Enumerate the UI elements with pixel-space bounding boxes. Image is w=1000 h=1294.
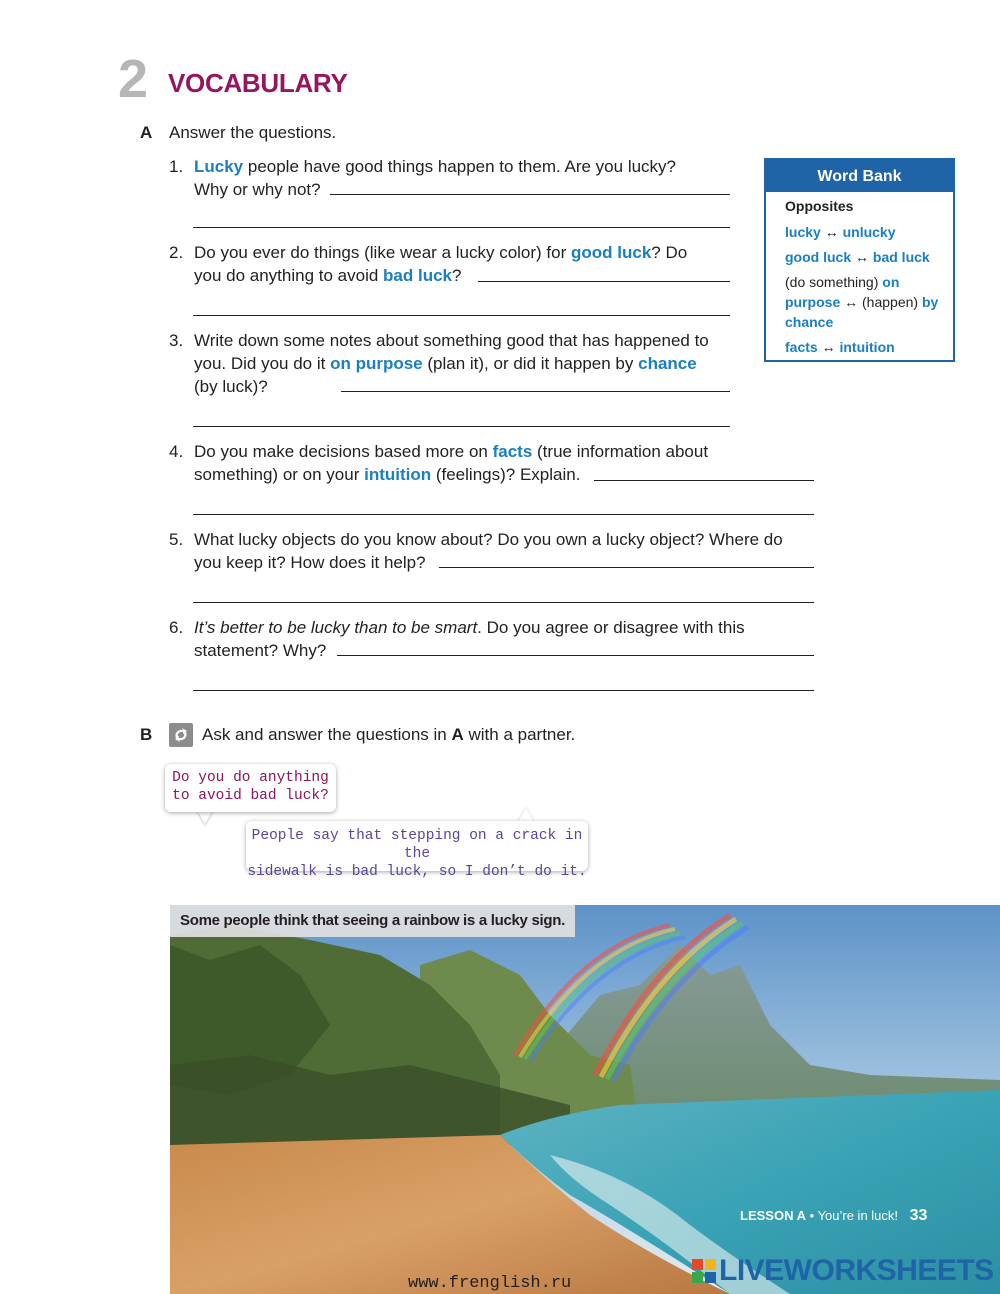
keyword: bad luck — [383, 266, 452, 285]
word: on purpose — [785, 274, 900, 310]
answer-line[interactable] — [330, 194, 730, 195]
question-number: 2. — [169, 243, 184, 262]
question-text: ? Do you do anything to avoid — [194, 243, 688, 285]
question-text: Do you make decisions based more on — [194, 442, 493, 461]
section-title: VOCABULARY — [168, 68, 348, 98]
double-arrow-icon: ↔ — [821, 339, 836, 355]
answer-line[interactable] — [341, 391, 730, 392]
answer-line[interactable] — [193, 690, 814, 691]
question-text: ? — [452, 266, 462, 285]
speech-bubble-question — [165, 764, 336, 812]
question-number: 3. — [169, 331, 184, 350]
question-text: people have good things happen to them. Are you lucky? Why or why not? — [194, 157, 677, 199]
question-text: What lucky objects do you know about? Do you own a lucky object? Where do you keep it? How does it help? — [194, 530, 783, 572]
answer-line[interactable] — [193, 602, 814, 603]
word-bank — [764, 158, 955, 362]
answer-line[interactable] — [594, 480, 814, 481]
question-3 — [169, 329, 719, 398]
brand-text: LIVEWORKSHEETS — [719, 1254, 994, 1287]
question-text: Write down some notes about something good that has happened to you. Did you do it — [194, 331, 709, 373]
quote-text: It’s better to be lucky than to be smart — [194, 618, 478, 637]
word-pair — [785, 247, 943, 267]
question-text: (plan it), or did it happen by — [422, 354, 639, 373]
answer-line[interactable] — [439, 567, 814, 568]
word-pair — [785, 222, 943, 242]
speech-bubble-answer — [246, 821, 588, 880]
answer-line[interactable] — [193, 227, 730, 228]
bubble-line: Do you do anything — [172, 770, 329, 786]
answer-line[interactable] — [478, 281, 730, 282]
word: lucky — [785, 224, 821, 240]
question-text: Do you ever do things (like wear a lucky color) for — [194, 243, 571, 262]
word-note: (happen) — [862, 294, 919, 310]
keyword: good luck — [571, 243, 652, 262]
word: by chance — [785, 294, 939, 330]
bubble-line: to avoid bad luck? — [172, 788, 329, 804]
word: intuition — [839, 339, 895, 355]
word-pair — [785, 337, 943, 357]
liveworksheets-brand — [692, 1254, 994, 1288]
part-b-letter: B — [140, 725, 153, 744]
answer-line[interactable] — [193, 315, 730, 316]
watermark-url: www.frenglish.ru — [408, 1274, 572, 1293]
bubble-tail — [518, 808, 534, 822]
bubble-line: sidewalk is bad luck, so I don’t do it. — [247, 864, 587, 880]
part-b-instruction — [202, 725, 575, 745]
word-bank-title: Word Bank — [766, 160, 953, 192]
keyword: on purpose — [330, 354, 423, 373]
keyword: chance — [638, 354, 697, 373]
answer-line[interactable] — [337, 655, 814, 656]
word-pair — [785, 272, 943, 332]
bubble-line: People say that stepping on a crack in the — [251, 828, 583, 862]
question-number: 4. — [169, 442, 184, 461]
question-text: (by luck)? — [194, 377, 268, 396]
lesson-topic: You’re in luck! — [817, 1208, 899, 1223]
question-number: 5. — [169, 530, 184, 549]
rainbow-beach-photo — [170, 905, 1000, 1294]
double-arrow-icon: ↔ — [824, 224, 839, 240]
pair-work-icon — [169, 723, 193, 747]
page-number: 33 — [909, 1207, 928, 1224]
answer-line[interactable] — [193, 426, 730, 427]
word: good luck — [785, 249, 852, 265]
keyword: facts — [492, 442, 533, 461]
question-text: (feelings)? Explain. — [431, 465, 581, 484]
bullet-icon: • — [809, 1208, 815, 1223]
page-footer — [740, 1207, 927, 1225]
double-arrow-icon: ↔ — [855, 249, 870, 265]
bubble-tail — [197, 810, 213, 824]
double-arrow-icon: ↔ — [844, 294, 859, 310]
word-bank-subtitle: Opposites — [785, 198, 854, 214]
answer-line[interactable] — [193, 514, 814, 515]
question-text: . Do you agree or disagree with this statement? Why? — [194, 618, 745, 660]
section-number: 2 — [118, 49, 147, 109]
liveworksheets-logo-icon — [692, 1257, 716, 1281]
question-number: 1. — [169, 157, 184, 176]
keyword: Lucky — [194, 157, 244, 176]
photo-caption: Some people think that seeing a rainbow is a lucky sign. — [170, 905, 575, 937]
part-a-instruction: Answer the questions. — [169, 123, 337, 142]
question-number: 6. — [169, 618, 184, 637]
word: facts — [785, 339, 818, 355]
lesson-label: LESSON A — [740, 1208, 806, 1223]
keyword: intuition — [364, 465, 432, 484]
word: bad luck — [872, 249, 930, 265]
word-note: (do something) — [785, 274, 883, 290]
instruction-text: with a partner. — [463, 725, 576, 744]
instruction-ref: A — [451, 725, 464, 744]
question-text: (true information about something) or on your — [194, 442, 709, 484]
instruction-text: Ask and answer the questions in — [202, 725, 452, 744]
word: unlucky — [842, 224, 896, 240]
part-a-letter: A — [140, 123, 153, 142]
